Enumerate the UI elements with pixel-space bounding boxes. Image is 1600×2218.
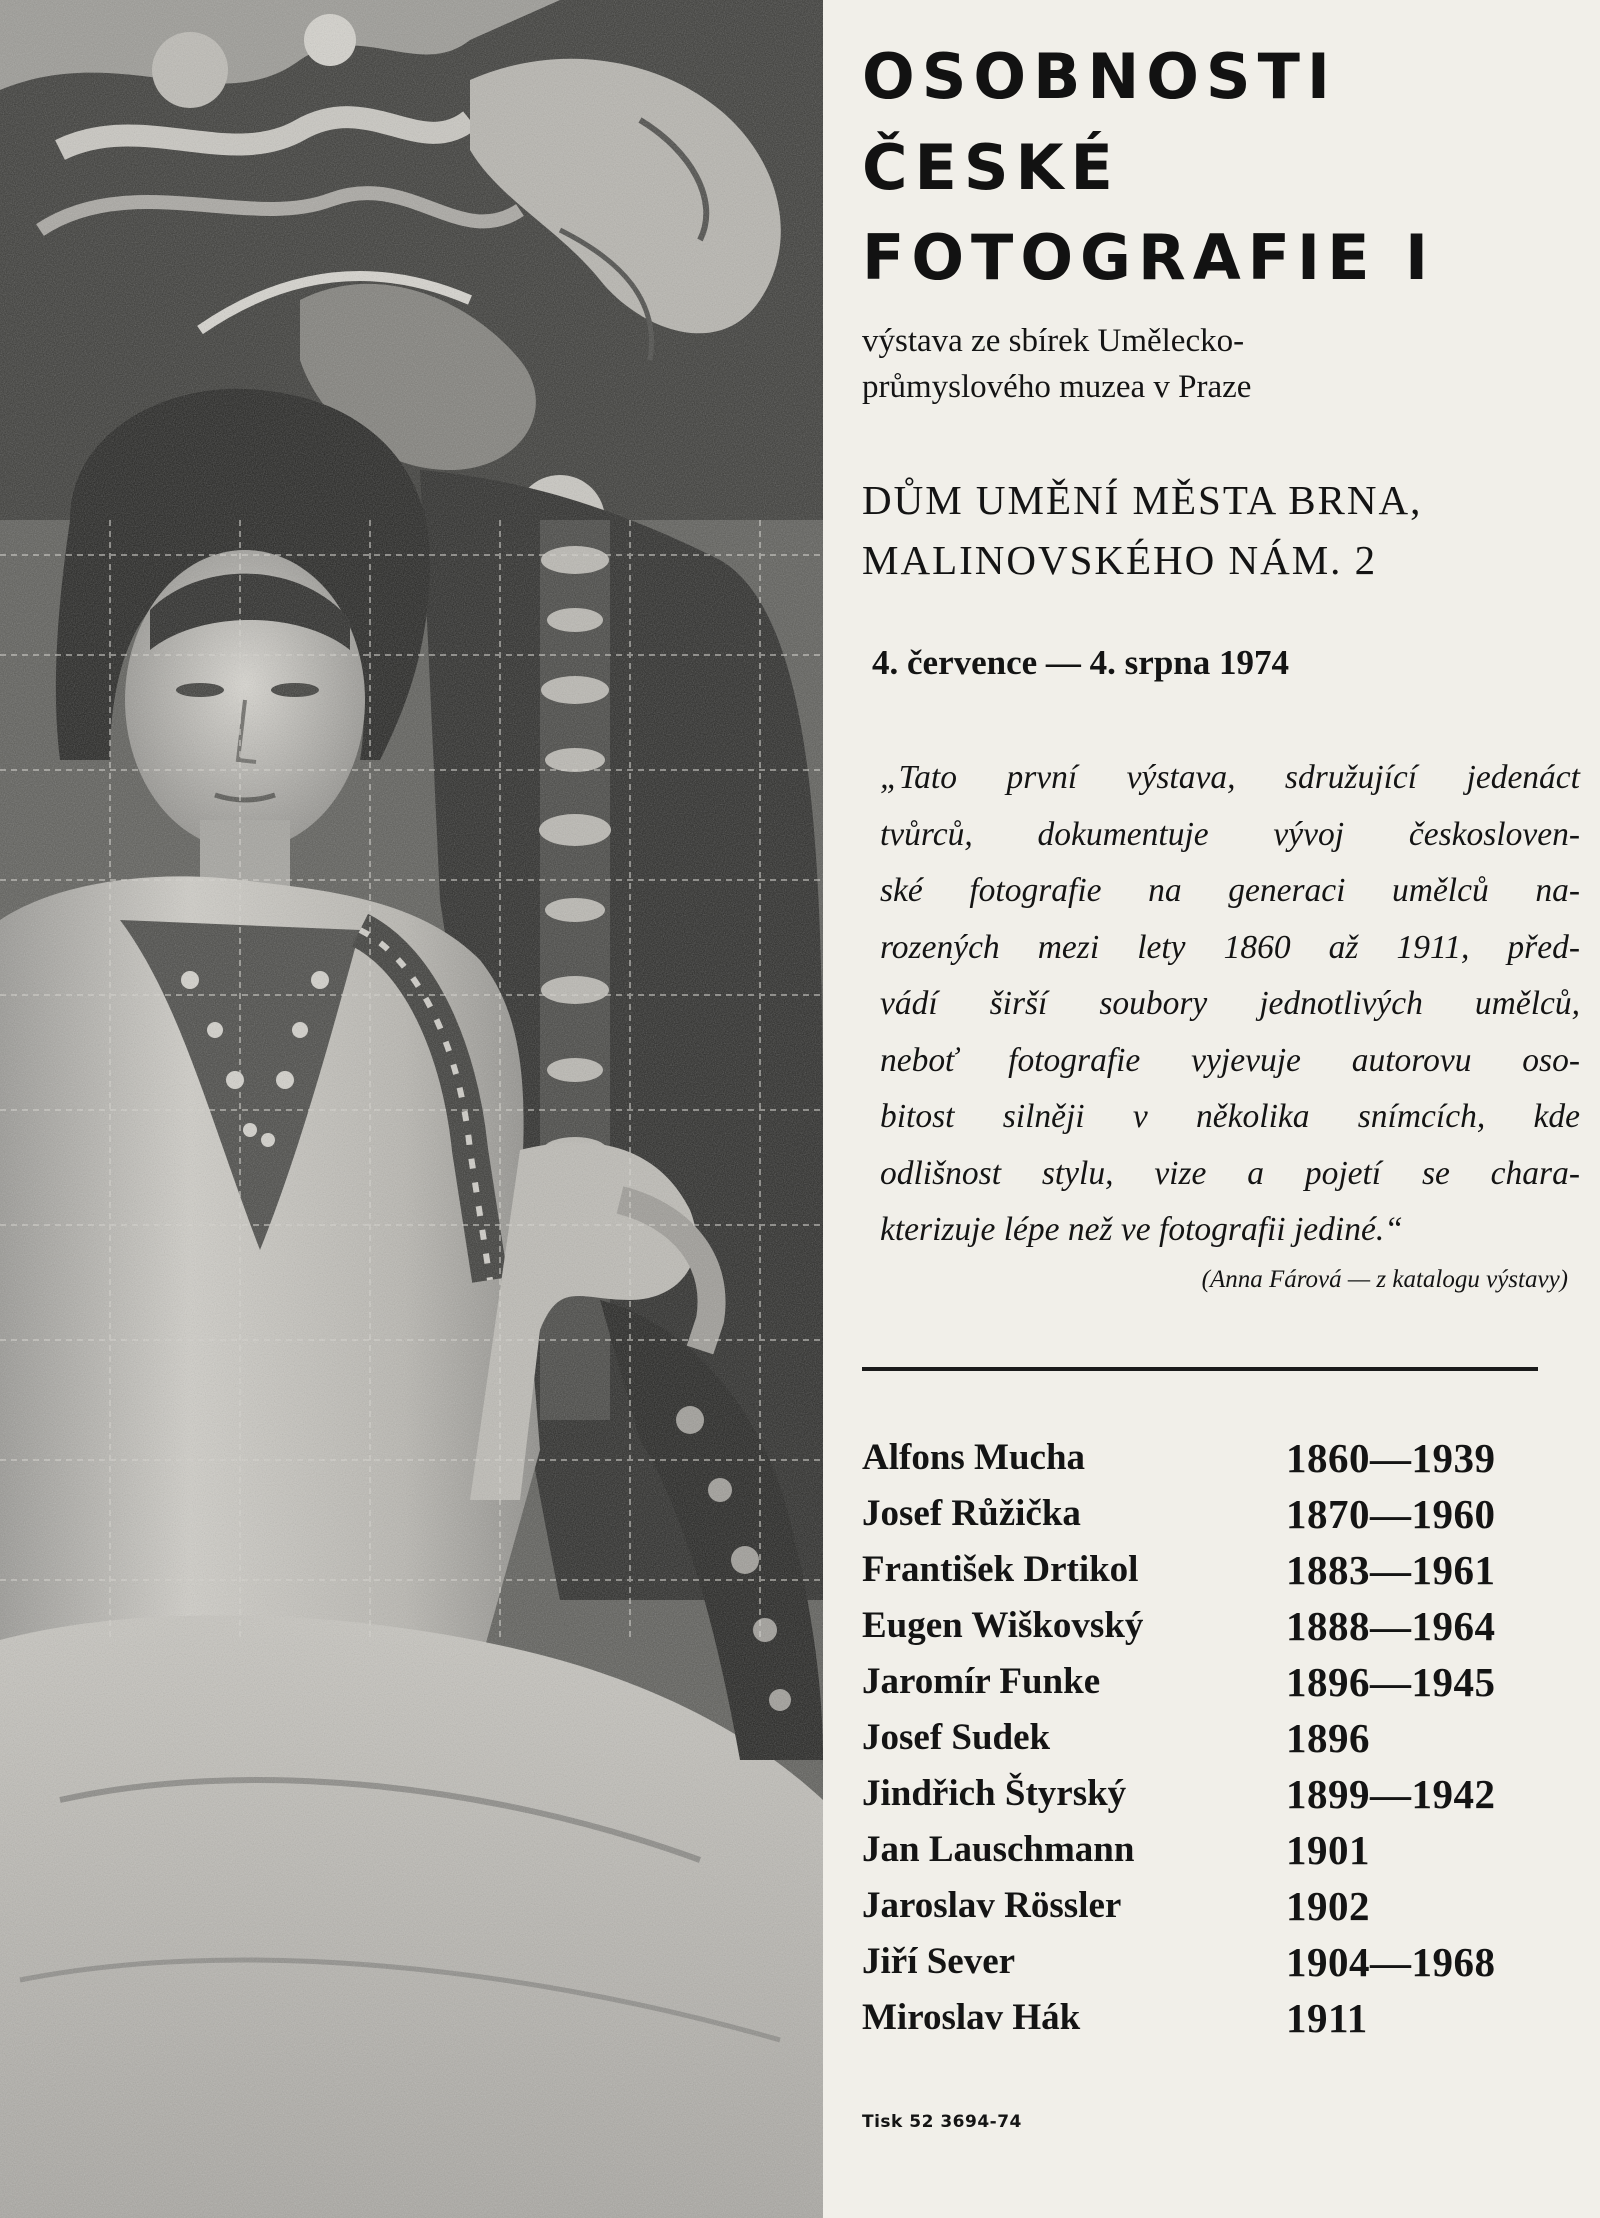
title-line-3: FOTOGRAFIE I bbox=[862, 221, 1436, 294]
artist-years: 1901 bbox=[1286, 1827, 1370, 1873]
artist-row bbox=[862, 1766, 1542, 1822]
curator-quote bbox=[880, 750, 1580, 1259]
artist-row bbox=[862, 1598, 1542, 1654]
artist-years: 1902 bbox=[1286, 1883, 1370, 1929]
print-note: Tisk 52 3694-74 bbox=[862, 2112, 1022, 2132]
artist-name: Miroslav Hák bbox=[862, 1997, 1081, 2038]
artist-name: Josef Sudek bbox=[862, 1717, 1051, 1758]
venue-line: DŮM UMĚNÍ MĚSTA BRNA, bbox=[862, 477, 1423, 523]
artist-years: 1896 bbox=[1286, 1715, 1370, 1761]
artist-name: Jaroslav Rössler bbox=[862, 1885, 1122, 1926]
venue-address bbox=[862, 470, 1422, 590]
artist-name: Josef Růžička bbox=[862, 1493, 1081, 1534]
quote-line: vádí širší soubory jednotlivých umělců, bbox=[880, 985, 1580, 1022]
artist-list bbox=[862, 1430, 1542, 2046]
artist-name: Jindřich Štyrský bbox=[862, 1773, 1127, 1814]
artist-years: 1860—1939 bbox=[1286, 1435, 1496, 1481]
quote-line: rozených mezi lety 1860 až 1911, před- bbox=[880, 928, 1580, 966]
artist-name: Eugen Wiškovský bbox=[862, 1605, 1144, 1646]
artist-years: 1911 bbox=[1286, 1995, 1368, 2041]
artist-years: 1896—1945 bbox=[1286, 1659, 1496, 1705]
artist-row bbox=[862, 1822, 1542, 1878]
quote-line: odlišnost stylu, vize a pojetí se chara- bbox=[880, 1154, 1580, 1192]
artist-name: František Drtikol bbox=[862, 1549, 1139, 1590]
artist-years: 1888—1964 bbox=[1286, 1603, 1496, 1649]
artist-years: 1904—1968 bbox=[1286, 1939, 1496, 1985]
artist-years: 1883—1961 bbox=[1286, 1547, 1496, 1593]
quote-line: „Tato první výstava, sdružující jedenáct bbox=[880, 759, 1580, 796]
artist-name: Alfons Mucha bbox=[862, 1437, 1086, 1478]
exhibition-subtitle bbox=[862, 318, 1251, 410]
title-line-1: OSOBNOSTI bbox=[862, 40, 1337, 113]
artist-row bbox=[862, 1934, 1542, 1990]
artist-years: 1899—1942 bbox=[1286, 1771, 1496, 1817]
artist-row bbox=[862, 1990, 1542, 2046]
venue-line: MALINOVSKÉHO NÁM. 2 bbox=[862, 537, 1378, 583]
quote-line: kterizuje lépe než ve fotografii jediné.“ bbox=[880, 1211, 1403, 1248]
artist-row bbox=[862, 1710, 1542, 1766]
exhibition-dates: 4. července — 4. srpna 1974 bbox=[872, 643, 1290, 682]
quote-line: tvůrců, dokumentuje vývoj českosloven- bbox=[880, 815, 1580, 853]
divider-rule bbox=[862, 1367, 1538, 1371]
artist-row bbox=[862, 1542, 1542, 1598]
quote-source: (Anna Fárová — z katalogu výstavy) bbox=[1201, 1266, 1568, 1293]
subtitle-line: výstava ze sbírek Umělecko- bbox=[862, 323, 1245, 359]
artist-row bbox=[862, 1486, 1542, 1542]
quote-line: bitost silněji v několika snímcích, kde bbox=[880, 1098, 1580, 1135]
quote-line: ské fotografie na generaci umělců na- bbox=[880, 872, 1580, 909]
artist-row bbox=[862, 1430, 1542, 1486]
title-line-2: ČESKÉ bbox=[862, 131, 1120, 204]
quote-line: neboť fotografie vyjevuje autorovu oso- bbox=[880, 1041, 1580, 1079]
artist-name: Jaromír Funke bbox=[862, 1661, 1101, 1702]
artist-years: 1870—1960 bbox=[1286, 1491, 1496, 1537]
artist-name: Jiří Sever bbox=[862, 1941, 1016, 1982]
artist-row bbox=[862, 1654, 1542, 1710]
artist-row bbox=[862, 1878, 1542, 1934]
artist-name: Jan Lauschmann bbox=[862, 1829, 1135, 1870]
subtitle-line: průmyslového muzea v Praze bbox=[862, 369, 1252, 405]
